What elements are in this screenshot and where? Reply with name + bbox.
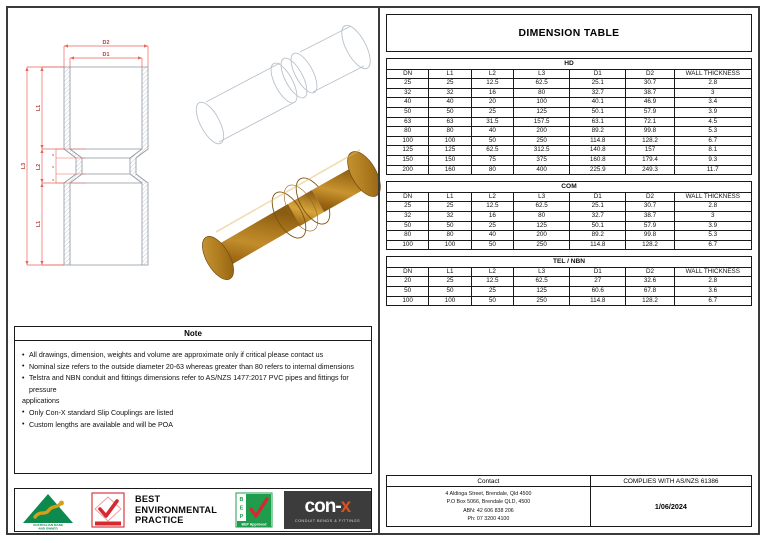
cell: 114.8 (570, 240, 626, 250)
cell: 40 (471, 127, 513, 137)
date-cell (591, 487, 751, 526)
cell: 140.8 (570, 146, 626, 156)
col-header: DN (387, 69, 429, 79)
cell: 100 (429, 296, 471, 306)
dimension-table-title-box (386, 14, 752, 52)
cell: 200 (513, 127, 569, 137)
cell: 9.3 (674, 155, 751, 165)
cell: 128.2 (626, 296, 674, 306)
cell: 2.8 (674, 277, 751, 287)
cell: 62.5 (513, 202, 569, 212)
cell: 40 (387, 98, 429, 108)
cell: 3.6 (674, 287, 751, 297)
cell: 12.5 (471, 277, 513, 287)
table-row (387, 202, 752, 212)
col-header: WALL THICKNESS (674, 192, 751, 202)
cell: 80 (387, 231, 429, 241)
bep-approved-caption: BEP Approved (241, 522, 267, 527)
dimension-label-l2: L2 (36, 163, 42, 171)
cell: 114.8 (570, 136, 626, 146)
cell: 40.1 (570, 98, 626, 108)
cell: 80 (513, 88, 569, 98)
cell: 6.7 (674, 136, 751, 146)
cell: 6.7 (674, 240, 751, 250)
cell: 100 (387, 136, 429, 146)
cell: 150 (429, 155, 471, 165)
cell: 11.7 (674, 165, 751, 175)
cell: 32 (387, 211, 429, 221)
cell: 16 (471, 88, 513, 98)
dimension-label-d1: D1 (102, 52, 110, 58)
note-item: • Telstra and NBN conduit and fittings dimensions refer to AS/NZS 1477:2017 PVC pipes and fittings for pressure (22, 373, 364, 396)
cell: 16 (471, 211, 513, 221)
bep-approved-logo (230, 489, 278, 531)
australian-made-logo (15, 489, 81, 531)
cell: 3.4 (674, 98, 751, 108)
cell: 25 (429, 202, 471, 212)
bep-line3: PRACTICE (135, 515, 184, 526)
col-header: DN (387, 192, 429, 202)
cell: 89.2 (570, 231, 626, 241)
cell: 99.8 (626, 127, 674, 137)
address-line: 4 Aldinga Street, Brendale, Qld 4500 (445, 490, 532, 497)
cell: 100 (387, 296, 429, 306)
cell: 200 (513, 231, 569, 241)
cell: 32 (429, 211, 471, 221)
cell: 63.1 (570, 117, 626, 127)
table-row (387, 127, 752, 137)
table-row (387, 155, 752, 165)
cell: 100 (429, 240, 471, 250)
cell: 50 (471, 136, 513, 146)
dimension-label-l3: L3 (21, 162, 27, 170)
cell: 100 (513, 98, 569, 108)
cell: 80 (429, 231, 471, 241)
cell: 80 (471, 165, 513, 175)
cell: 30.7 (626, 202, 674, 212)
cell: 375 (513, 155, 569, 165)
isometric-wireframe-view (188, 38, 374, 158)
coupling-left-barrel (196, 204, 300, 285)
address-line: Ph: 07 3200 4100 (467, 515, 510, 522)
col-header: L2 (471, 192, 513, 202)
col-header: D1 (570, 267, 626, 277)
cell: 100 (387, 240, 429, 250)
cell: 25 (471, 287, 513, 297)
isometric-solid-view (188, 148, 378, 300)
title-block-header-row (387, 476, 751, 487)
cell: 32.7 (570, 88, 626, 98)
cell: 80 (513, 211, 569, 221)
cell: 72.1 (626, 117, 674, 127)
table-row (387, 146, 752, 156)
cell: 50 (471, 296, 513, 306)
cell: 5.3 (674, 231, 751, 241)
dimension-table-tel-nbn (386, 256, 752, 306)
note-item-continuation: applications (22, 397, 60, 406)
table-row (387, 165, 752, 175)
cell: 25 (471, 107, 513, 117)
table-group-header (387, 257, 752, 268)
compliance-heading: COMPLIES WITH AS/NZS 61386 (623, 477, 719, 485)
cell: 249.3 (626, 165, 674, 175)
dimension-label-a1: a (51, 154, 55, 156)
cell: 128.2 (626, 240, 674, 250)
cell: 32.6 (626, 277, 674, 287)
group-label: TEL / NBN (387, 257, 752, 268)
cell: 3 (674, 211, 751, 221)
table-row (387, 98, 752, 108)
cell: 63 (429, 117, 471, 127)
left-column (8, 8, 378, 533)
cell: 125 (429, 146, 471, 156)
table-row (387, 211, 752, 221)
cell: 40 (429, 98, 471, 108)
note-heading: Note (15, 327, 371, 341)
col-header: L2 (471, 267, 513, 277)
cell: 50.1 (570, 221, 626, 231)
cell: 20 (387, 277, 429, 287)
orthographic-section-view (20, 36, 198, 294)
table-row (387, 117, 752, 127)
table-row (387, 88, 752, 98)
table-column-header-row (387, 192, 752, 202)
cell: 114.8 (570, 296, 626, 306)
bep-line1: BEST (135, 494, 161, 505)
table-row (387, 79, 752, 89)
cell: 20 (471, 98, 513, 108)
col-header: L3 (513, 267, 569, 277)
cell: 27 (570, 277, 626, 287)
cell: 125 (513, 221, 569, 231)
group-label: HD (387, 59, 752, 70)
col-header: D2 (626, 69, 674, 79)
cell: 38.7 (626, 211, 674, 221)
drawing-sheet (6, 6, 760, 535)
cell: 40 (471, 231, 513, 241)
cell: 62.5 (513, 79, 569, 89)
note-item: • Only Con-X standard Slip Couplings are listed (22, 408, 364, 420)
note-item: • Custom lengths are available and will be POA (22, 420, 364, 432)
revision-date: 1/06/2024 (654, 502, 687, 511)
note-item: • Nominal size refers to the outside diameter 20-63 whereas greater than 80 refers to internal dimensions (22, 362, 364, 374)
col-header: L1 (429, 192, 471, 202)
conx-word-con: con- (304, 496, 341, 517)
australian-made-line2: AND OWNED (38, 526, 58, 531)
cell: 99.8 (626, 231, 674, 241)
conx-tagline: CONDUIT BENDS & FITTINGS (294, 518, 361, 523)
col-header: L2 (471, 69, 513, 79)
table-row (387, 240, 752, 250)
table-row (387, 296, 752, 306)
conx-logo (284, 491, 371, 529)
table-row (387, 231, 752, 241)
cell: 25.1 (570, 79, 626, 89)
cell: 80 (387, 127, 429, 137)
cell: 60.6 (570, 287, 626, 297)
dimension-l1-top (40, 67, 64, 149)
cell: 50 (429, 287, 471, 297)
best-environmental-practice-mark (81, 489, 135, 531)
cell: 179.4 (626, 155, 674, 165)
col-header: D2 (626, 192, 674, 202)
cell: 125 (513, 107, 569, 117)
conx-wordmark (305, 497, 351, 516)
group-label: COM (387, 182, 752, 193)
cell: 400 (513, 165, 569, 175)
cell: 12.5 (471, 79, 513, 89)
table-column-header-row (387, 267, 752, 277)
cell: 5.3 (674, 127, 751, 137)
dimension-label-a2: a (51, 166, 55, 168)
cell: 2.8 (674, 79, 751, 89)
cell: 8.1 (674, 146, 751, 156)
table-row (387, 107, 752, 117)
cell: 4.5 (674, 117, 751, 127)
cell: 6.7 (674, 296, 751, 306)
table-row (387, 221, 752, 231)
australian-made-line1: AUSTRALIAN MADE (32, 523, 64, 528)
cell: 3 (674, 88, 751, 98)
cell: 128.2 (626, 136, 674, 146)
dimension-label-l1-bottom: L1 (36, 220, 42, 228)
cell: 50 (429, 107, 471, 117)
cell: 62.5 (471, 146, 513, 156)
cell: 63 (387, 117, 429, 127)
cell: 50.1 (570, 107, 626, 117)
drawing-area (8, 8, 378, 320)
dimension-tables-wrapper (386, 14, 752, 306)
cell: 12.5 (471, 202, 513, 212)
dimension-label-l1-top: L1 (36, 104, 42, 112)
cell: 312.5 (513, 146, 569, 156)
cell: 50 (387, 287, 429, 297)
col-header: DN (387, 267, 429, 277)
cell: 250 (513, 296, 569, 306)
cell: 57.9 (626, 107, 674, 117)
cell: 160.8 (570, 155, 626, 165)
cell: 3.9 (674, 107, 751, 117)
col-header: L3 (513, 192, 569, 202)
cell: 25 (387, 202, 429, 212)
cell: 62.5 (513, 277, 569, 287)
col-header: WALL THICKNESS (674, 69, 751, 79)
bep-line2: ENVIRONMENTAL (135, 504, 218, 515)
dimension-table-com (386, 181, 752, 250)
col-header: D1 (570, 192, 626, 202)
cell: 25 (471, 221, 513, 231)
dimension-label-d2: D2 (102, 40, 110, 46)
cell: 150 (387, 155, 429, 165)
col-header: L1 (429, 69, 471, 79)
note-body (15, 341, 371, 431)
address-line: ABN: 42 606 838 206 (463, 507, 514, 514)
title-block (386, 475, 752, 527)
cell: 25 (387, 79, 429, 89)
cell: 89.2 (570, 127, 626, 137)
address-line: P.O Box 5066, Brendale QLD, 4500 (446, 499, 531, 506)
cell: 50 (429, 221, 471, 231)
bep-letter-e: E (239, 505, 244, 512)
table-row (387, 287, 752, 297)
cell: 250 (513, 240, 569, 250)
col-header: D2 (626, 267, 674, 277)
contact-heading: Contact (477, 477, 500, 485)
cell: 32 (387, 88, 429, 98)
cell: 50 (387, 107, 429, 117)
note-item: • All drawings, dimension, weights and volume are approximate only if critical please contact us (22, 350, 364, 362)
cell: 80 (429, 127, 471, 137)
cell: 2.8 (674, 202, 751, 212)
bep-letter-p: P (239, 514, 244, 520)
dimension-table-hd (386, 58, 752, 175)
table-column-header-row (387, 69, 752, 79)
cell: 157.5 (513, 117, 569, 127)
logo-strip (14, 488, 372, 532)
cell: 50 (471, 240, 513, 250)
compliance-heading-cell (591, 476, 751, 487)
col-header: D1 (570, 69, 626, 79)
dimension-l1-bottom (40, 183, 64, 265)
table-row (387, 277, 752, 287)
right-column (378, 8, 758, 533)
cell: 32.7 (570, 211, 626, 221)
cell: 3.9 (674, 221, 751, 231)
cell: 57.9 (626, 221, 674, 231)
bep-letter-b: B (239, 497, 244, 503)
cell: 200 (387, 165, 429, 175)
cell: 100 (429, 136, 471, 146)
cell: 25 (429, 79, 471, 89)
cell: 160 (429, 165, 471, 175)
table-group-header (387, 59, 752, 70)
title-block-body-row (387, 487, 751, 526)
col-header: WALL THICKNESS (674, 267, 751, 277)
cell: 225.9 (570, 165, 626, 175)
dimension-label-a3: a (51, 179, 55, 181)
col-header: L3 (513, 69, 569, 79)
cell: 67.8 (626, 287, 674, 297)
note-box (14, 326, 372, 474)
cell: 38.7 (626, 88, 674, 98)
cell: 46.9 (626, 98, 674, 108)
cell: 125 (387, 146, 429, 156)
table-group-header (387, 182, 752, 193)
table-row (387, 136, 752, 146)
cell: 30.7 (626, 79, 674, 89)
cell: 250 (513, 136, 569, 146)
conx-word-x: x (340, 496, 351, 517)
cell: 157 (626, 146, 674, 156)
dimension-l3 (25, 67, 64, 265)
col-header: L1 (429, 267, 471, 277)
coupling-section-outline (64, 67, 148, 265)
cell: 125 (513, 287, 569, 297)
dimension-table-title: DIMENSION TABLE (518, 27, 620, 39)
cell: 32 (429, 88, 471, 98)
best-environmental-practice-text (135, 489, 230, 531)
contact-heading-cell (387, 476, 591, 487)
contact-address-cell (387, 487, 591, 526)
cell: 25 (429, 277, 471, 287)
cell: 25.1 (570, 202, 626, 212)
cell: 31.5 (471, 117, 513, 127)
cell: 50 (387, 221, 429, 231)
cell: 75 (471, 155, 513, 165)
